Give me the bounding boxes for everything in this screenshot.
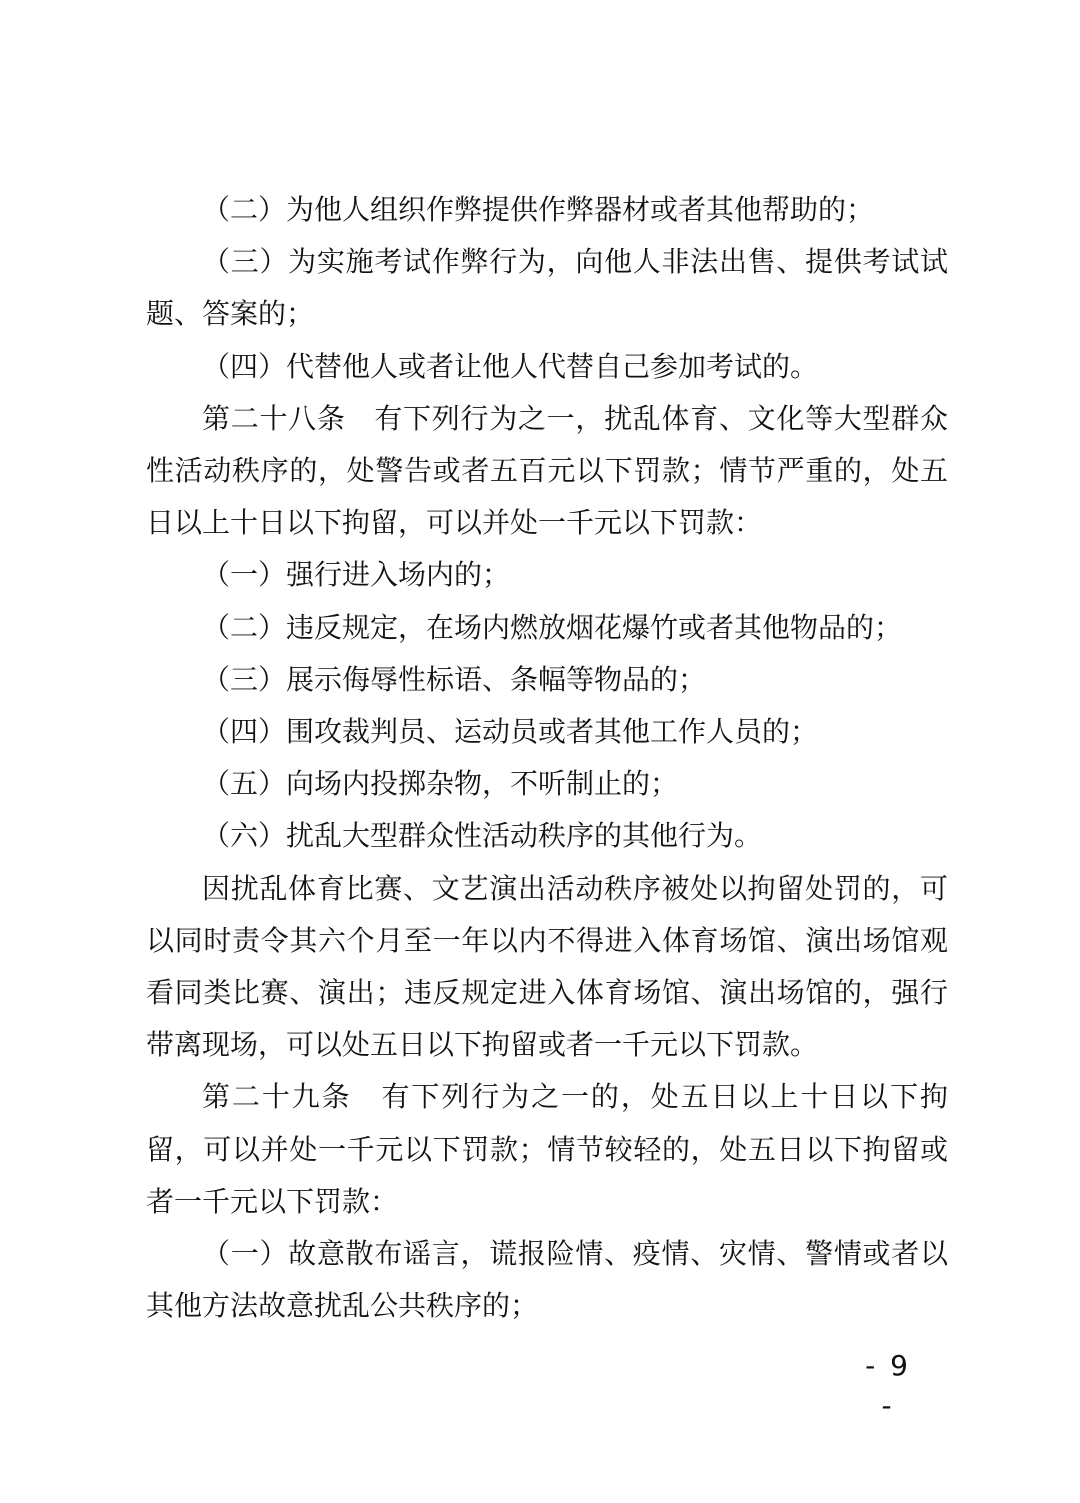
- list-item-1-forced-entry: （一）强行进入场内的；: [202, 558, 511, 592]
- list-item-6-other-disruption: （六）扰乱大型群众性活动秩序的其他行为。: [202, 819, 763, 853]
- article-29-paragraph: 第二十九条 有下列行为之一的，处五日以上十日以下拘留，可以并处一千元以下罚款；情节较轻的，处五日以下拘留或者一千元以下罚款：: [146, 1080, 948, 1218]
- list-item-4-besieging-staff: （四）围攻裁判员、运动员或者其他工作人员的；: [202, 715, 819, 749]
- list-item-2-exam-cheating-aid: （二）为他人组织作弊提供作弊器材或者其他帮助的；: [202, 193, 875, 226]
- list-item-2-fireworks: （二）违反规定，在场内燃放烟花爆竹或者其他物品的；: [202, 610, 903, 644]
- article-28-paragraph: 第二十八条 有下列行为之一，扰乱体育、文化等大型群众性活动秩序的，处警告或者五百元以下罚款；情节严重的，处五日以上十日以下拘留，可以并处一千元以下罚款：: [146, 401, 948, 540]
- document-body: [146, 184, 948, 1332]
- article-28-supplementary-paragraph: 因扰乱体育比赛、文艺演出活动秩序被处以拘留处罚的，可以同时责令其六个月至一年以内不得进入体育场馆、演出场馆观看同类比赛、演出；违反规定进入体育场馆、演出场馆的，强行带离现场，可以处五日以下拘留或者一千元以下罚款。: [146, 871, 948, 1062]
- list-item-3-selling-exam-answers: （三）为实施考试作弊行为，向他人非法出售、提供考试试题、答案的；: [146, 245, 948, 331]
- page-number: - 9 -: [865, 1349, 911, 1422]
- list-item-1-spreading-rumors: （一）故意散布谣言，谎报险情、疫情、灾情、警情或者以其他方法故意扰乱公共秩序的；: [146, 1237, 948, 1323]
- list-item-4-substitute-exam: （四）代替他人或者让他人代替自己参加考试的。: [202, 349, 819, 383]
- list-item-5-throwing-objects: （五）向场内投掷杂物，不听制止的；: [202, 767, 679, 801]
- list-item-3-insulting-banners: （三）展示侮辱性标语、条幅等物品的；: [202, 662, 707, 696]
